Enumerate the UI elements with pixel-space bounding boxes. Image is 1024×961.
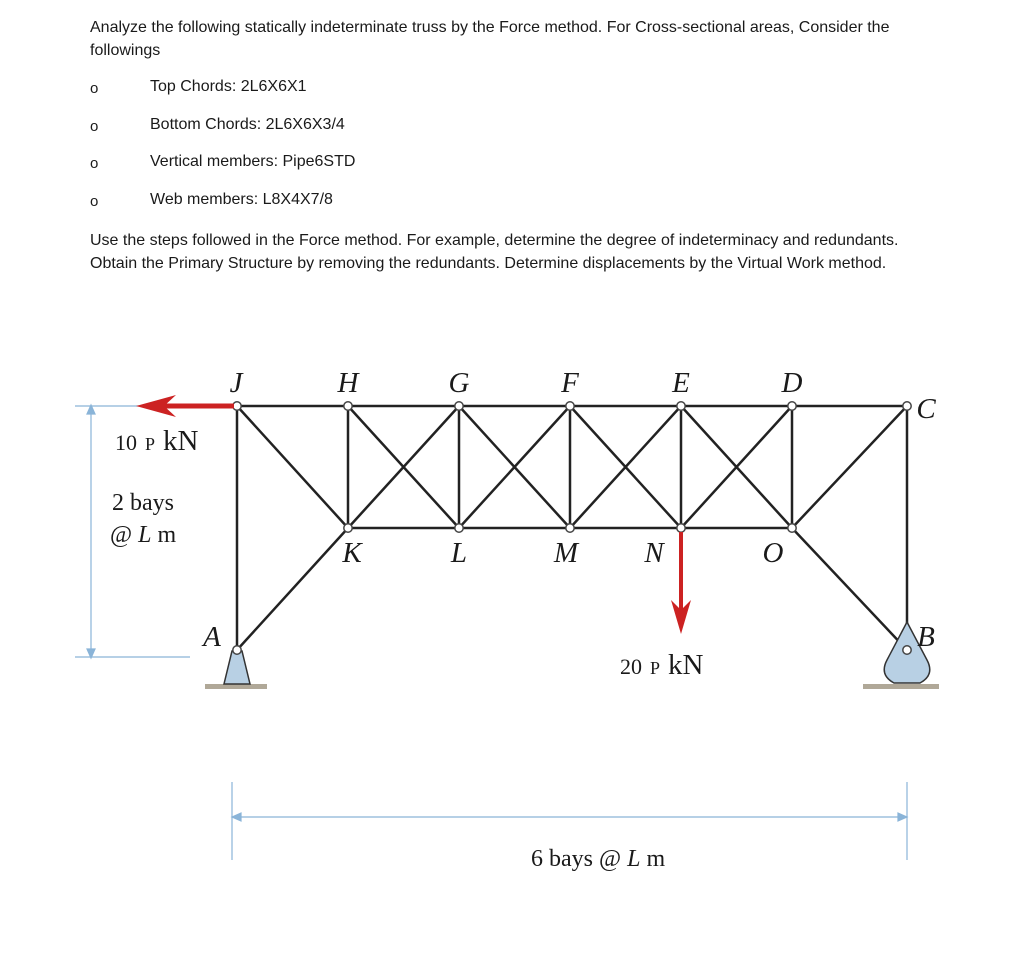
- joint-O: [788, 524, 796, 532]
- node-label-B: B: [917, 621, 935, 653]
- joint-E: [677, 402, 685, 410]
- bullet-icon: o: [90, 117, 99, 135]
- bullet-icon: o: [90, 155, 99, 173]
- joint-G: [455, 402, 463, 410]
- joint-B: [903, 646, 911, 654]
- bullet-icon: o: [90, 80, 99, 97]
- node-label-A: A: [203, 621, 221, 653]
- width-dim-arrow-left: [232, 813, 241, 821]
- vertical-members-spec: Vertical members: Pipe6STD: [150, 153, 356, 171]
- bullet-icon: o: [90, 192, 99, 210]
- member-JK: [237, 406, 348, 528]
- joint-F: [566, 402, 574, 410]
- top-chords-spec: Top Chords: 2L6X6X1: [150, 78, 307, 95]
- joint-A: [233, 646, 241, 654]
- node-label-J: J: [229, 367, 243, 399]
- width-dim-label: 6 bays @ L m: [531, 846, 666, 872]
- node-label-K: K: [342, 537, 362, 569]
- node-label-H: H: [337, 367, 359, 399]
- ground-right: [863, 684, 939, 689]
- node-label-M: M: [553, 537, 579, 569]
- node-label-F: F: [561, 367, 579, 399]
- dimension-lines: [75, 405, 907, 860]
- joint-N: [677, 524, 685, 532]
- width-dim-arrow-right: [898, 813, 907, 821]
- joint-C: [903, 402, 911, 410]
- joint-M: [566, 524, 574, 532]
- node-label-C: C: [916, 393, 936, 425]
- steps-paragraph: Use the steps followed in the Force method. For example, determine the degree of indeterminacy and redundants. Obtain the Primary Structure by removing the redundants. Determine displacements by the Virtual Work method.: [90, 232, 899, 272]
- joint-J: [233, 402, 241, 410]
- joint-K: [344, 524, 352, 532]
- node-label-D: D: [781, 367, 803, 399]
- joints: [233, 402, 911, 654]
- node-label-L: L: [450, 537, 468, 569]
- node-label-N: N: [644, 537, 664, 569]
- horizontal-load-label: 10 P kN: [115, 425, 199, 457]
- vertical-load-label: 20 P kN: [620, 649, 704, 681]
- height-dim-label-line2: @ L m: [110, 522, 177, 548]
- member-AK: [237, 528, 348, 650]
- intro-paragraph: Analyze the following statically indeterminate truss by the Force method. For Cross-sectional areas, Consider the followings: [90, 19, 890, 59]
- bottom-chords-spec: Bottom Chords: 2L6X6X3/4: [150, 115, 345, 133]
- member-CO: [792, 406, 907, 528]
- node-label-G: G: [448, 367, 470, 399]
- load-arrows: [136, 395, 691, 634]
- node-label-O: O: [762, 537, 784, 569]
- height-dim-label-line1: 2 bays: [112, 490, 174, 516]
- web-members-spec: Web members: L8X4X7/8: [150, 190, 333, 208]
- node-label-E: E: [672, 367, 690, 399]
- joint-L: [455, 524, 463, 532]
- pin-support-A: [224, 651, 250, 684]
- joint-D: [788, 402, 796, 410]
- member-BO: [792, 528, 907, 650]
- joint-H: [344, 402, 352, 410]
